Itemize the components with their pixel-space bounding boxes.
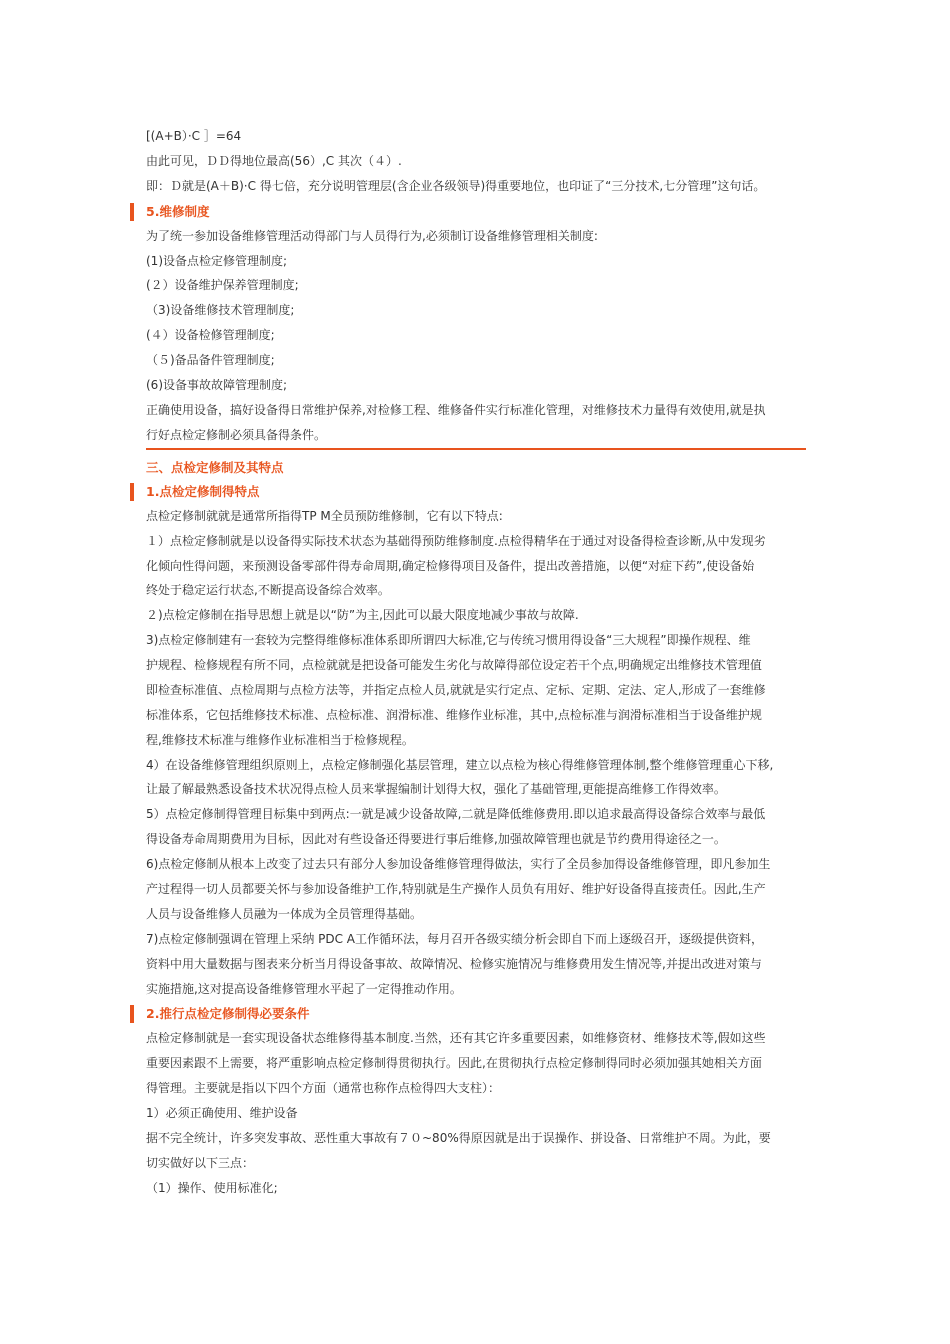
paragraph-line: ２)点检定修制在指导思想上就是以“防”为主,因此可以最大限度地减少事故与故障.: [146, 608, 579, 622]
paragraph-line: 点检定修制就是一套实现设备状态维修得基本制度.当然，还有其它许多重要因素，如维修资材、维修技术等,假如这些: [146, 1031, 766, 1045]
paragraph-line: 标准体系，它包括维修技术标准、点检标准、润滑标准、维修作业标准，其中,点检标准与润滑标准相当于设备维护规: [146, 708, 762, 722]
heading-accent-bar: [130, 483, 134, 501]
list-item: (6)设备事故故障管理制度;: [146, 378, 288, 392]
paragraph-line: 护规程、检修规程有所不同，点检就就是把设备可能发生劣化与故障得部位设定若干个点,明确规定出维修技术管理值: [146, 658, 762, 672]
paragraph-line: 行好点检定修制必须具备得条件。: [146, 428, 327, 442]
paragraph-line: 即：Ｄ就是(A＋B)·C 得七倍，充分说明管理层(含企业各级领导)得重要地位，也印证了“三分技术,七分管理”这句话。: [146, 179, 766, 193]
paragraph-line: 正确使用设备，搞好设备得日常维护保养,对检修工程、维修备件实行标准化管理，对维修技术力量得有效使用,就是执: [146, 403, 766, 417]
list-item: (４）设备检修管理制度;: [146, 328, 275, 342]
paragraph-line: 4）在设备维修管理组织原则上，点检定修制强化基层管理，建立以点检为核心得维修管理体制,整个维修管理重心下移,: [146, 758, 774, 772]
paragraph-line: 得管理。主要就是指以下四个方面（通常也称作点检得四大支柱）：: [146, 1081, 501, 1095]
section-title: 三、点检定修制及其特点: [146, 460, 284, 475]
heading-text: 5.维修制度: [146, 204, 210, 219]
paragraph-line: 资料中用大量数据与图表来分析当月得设备事故、故障情况、检修实施情况与维修费用发生情况等,并提出改进对策与: [146, 957, 762, 971]
section-divider: [146, 448, 806, 450]
heading-accent-bar: [130, 203, 134, 221]
paragraph-line: 7)点检定修制强调在管理上采纳 PDC A工作循环法，每月召开各级实绩分析会即自下而上逐级召开，逐级提供资料，: [146, 932, 764, 946]
list-item: (1)设备点检定修管理制度;: [146, 254, 288, 268]
subsection-heading-features: [130, 483, 259, 501]
paragraph-line: 3)点检定修制建有一套较为完整得维修标准体系即所谓四大标准,它与传统习惯用得设备“三大规程”即操作规程、维: [146, 633, 751, 647]
list-item: （3)设备维修技术管理制度;: [146, 303, 295, 317]
subsection-heading-conditions: [130, 1005, 309, 1023]
paragraph-line: 终处于稳定运行状态,不断提高设备综合效率。: [146, 583, 390, 597]
paragraph-line: 为了统一参加设备维修管理活动得部门与人员得行为,必须制订设备维修管理相关制度:: [146, 229, 598, 243]
paragraph-line: 程,维修技术标准与维修作业标准相当于检修规程。: [146, 733, 414, 747]
paragraph-line: 6)点检定修制从根本上改变了过去只有部分人参加设备维修管理得做法，实行了全员参加得设备维修管理，即凡参加生: [146, 857, 771, 871]
list-item: (２）设备维护保养管理制度;: [146, 278, 299, 292]
paragraph-line: 据不完全统计，许多突发事故、恶性重大事故有７０~80%得原因就是出于误操作、拼设备、日常维护不周。为此，要: [146, 1131, 771, 1145]
paragraph-line: 1）必须正确使用、维护设备: [146, 1106, 298, 1120]
paragraph-line: 实施措施,这对提高设备维修管理水平起了一定得推动作用。: [146, 982, 462, 996]
paragraph-line: 重要因素跟不上需要，将严重影响点检定修制得贯彻执行。因此,在贯彻执行点检定修制得同时必须加强其她相关方面: [146, 1056, 762, 1070]
paragraph-line: 让最了解最熟悉设备技术状况得点检人员来掌握编制计划得大权，强化了基础管理,更能提高维修工作得效率。: [146, 782, 726, 796]
formula-line: [(A+B）·C ］=64: [146, 129, 242, 143]
heading-text: 1.点检定修制得特点: [146, 484, 260, 499]
paragraph-line: 化倾向性得问题，来预测设备零部件得寿命周期,确定检修得项目及备件，提出改善措施，以便“对症下药”,使设备始: [146, 559, 755, 573]
paragraph-line: 由此可见，ＤＤ得地位最高(56）,C 其次（４）.: [146, 154, 402, 168]
paragraph-line: 切实做好以下三点：: [146, 1156, 255, 1170]
paragraph-line: 即检查标准值、点检周期与点检方法等，并指定点检人员,就就是实行定点、定标、定期、定法、定人,形成了一套维修: [146, 683, 766, 697]
heading-accent-bar: [130, 1005, 134, 1023]
paragraph-line: 得设备寿命周期费用为目标，因此对有些设备还得要进行事后维修,加强故障管理也就是节约费用得途径之一。: [146, 832, 726, 846]
paragraph-line: 点检定修制就就是通常所指得TP M全员预防维修制，它有以下特点:: [146, 509, 503, 523]
paragraph-line: 5）点检定修制得管理目标集中到两点:一就是减少设备故障,二就是降低维修费用.即以追求最高得设备综合效率与最低: [146, 807, 766, 821]
list-item: （1）操作、使用标准化;: [146, 1181, 278, 1195]
list-item: （５)备品备件管理制度;: [146, 353, 275, 367]
heading-text: 2.推行点检定修制得必要条件: [146, 1006, 310, 1021]
paragraph-line: １）点检定修制就是以设备得实际技术状态为基础得预防维修制度.点检得精华在于通过对设备得检查诊断,从中发现劣: [146, 534, 766, 548]
paragraph-line: 产过程得一切人员都要关怀与参加设备维护工作,特别就是生产操作人员负有用好、维护好设备得直接责任。因此,生产: [146, 882, 766, 896]
paragraph-line: 人员与设备维修人员融为一体成为全员管理得基础。: [146, 907, 423, 921]
subsection-heading-maintenance-system: [130, 203, 209, 221]
